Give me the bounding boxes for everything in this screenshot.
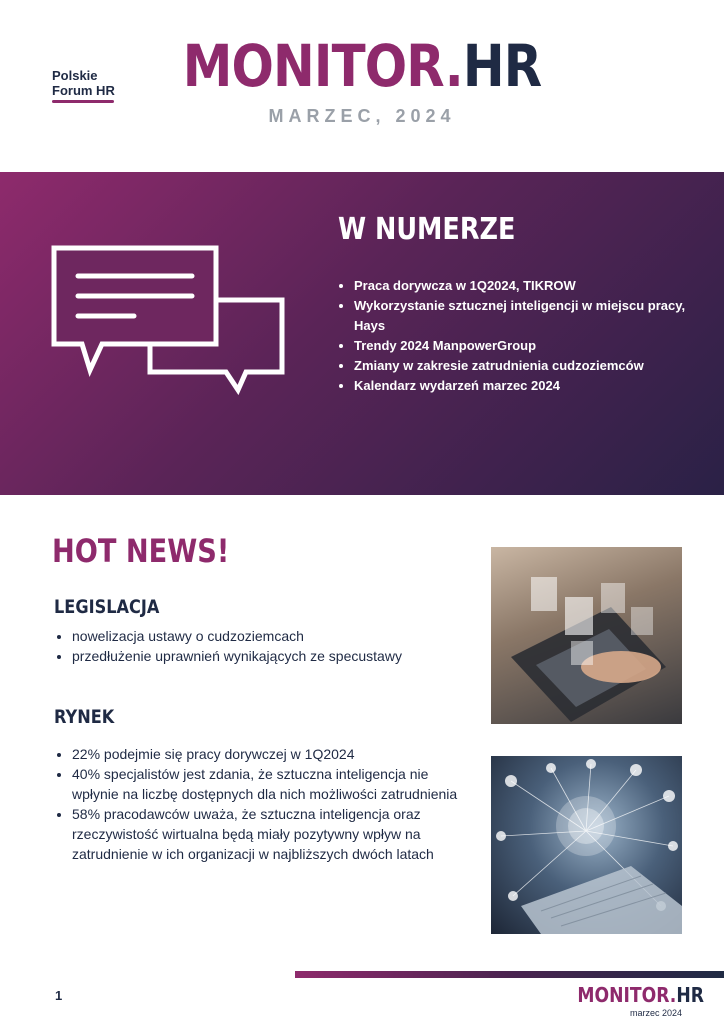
- contents-item: • Zmiany w zakresie zatrudnienia cudzoziemców: [354, 356, 714, 376]
- legislacja-list: [54, 626, 472, 666]
- rynek-title: RYNEK: [54, 706, 115, 728]
- contents-banner: [0, 172, 724, 495]
- logo-line-2: Forum HR: [52, 83, 115, 98]
- list-item: • 58% pracodawców uważa, że sztuczna inteligencja oraz rzeczywistość wirtualna będą miały pozytywny wpływ na zatrudnienie w ich organizacji w najbliższych dwóch latach: [72, 804, 472, 864]
- contents-item: • Kalendarz wydarzeń marzec 2024: [354, 376, 714, 396]
- logo-line-1: Polskie: [52, 68, 98, 83]
- contents-item: • Praca dorywcza w 1Q2024, TIKROW: [354, 276, 714, 296]
- rynek-list: [54, 744, 472, 864]
- contents-title: W NUMERZE: [338, 212, 516, 247]
- footer-masthead-part-1: MONITOR.: [577, 983, 677, 1007]
- ai-network-laptop-photo: [491, 756, 682, 934]
- list-item: • nowelizacja ustawy o cudzoziemcach: [72, 626, 472, 646]
- list-item: • przedłużenie uprawnień wynikających ze specustawy: [72, 646, 472, 666]
- contents-item: • Trendy 2024 ManpowerGroup: [354, 336, 714, 356]
- footer-issue-date: marzec 2024: [629, 1008, 682, 1018]
- list-item: • 40% specjalistów jest zdania, że sztuczna inteligencja nie wpłynie na liczbę dostępnych dla nich możliwości zatrudnienia: [72, 764, 472, 804]
- masthead-title: [51, 34, 674, 98]
- footer-masthead-part-2: HR: [676, 983, 704, 1007]
- list-item: • 22% podejmie się pracy dorywczej w 1Q2024: [72, 744, 472, 764]
- contents-item: • Wykorzystanie sztucznej inteligencji w miejscu pracy, Hays: [354, 296, 714, 336]
- page-number: 1: [55, 988, 63, 1003]
- legislacja-title: LEGISLACJA: [54, 596, 160, 618]
- masthead-part-1: MONITOR.: [182, 32, 463, 100]
- issue-date: MARZEC, 2024: [268, 106, 456, 126]
- footer-masthead: [577, 983, 704, 1007]
- laptop-documents-photo: [491, 547, 682, 724]
- masthead-part-2: HR: [462, 32, 542, 100]
- hot-news-title: HOT NEWS!: [52, 532, 230, 570]
- footer-gradient-bar: [295, 971, 724, 978]
- logo-underline: [52, 100, 114, 103]
- chat-bubbles-icon: [50, 244, 290, 404]
- contents-list: [338, 276, 714, 396]
